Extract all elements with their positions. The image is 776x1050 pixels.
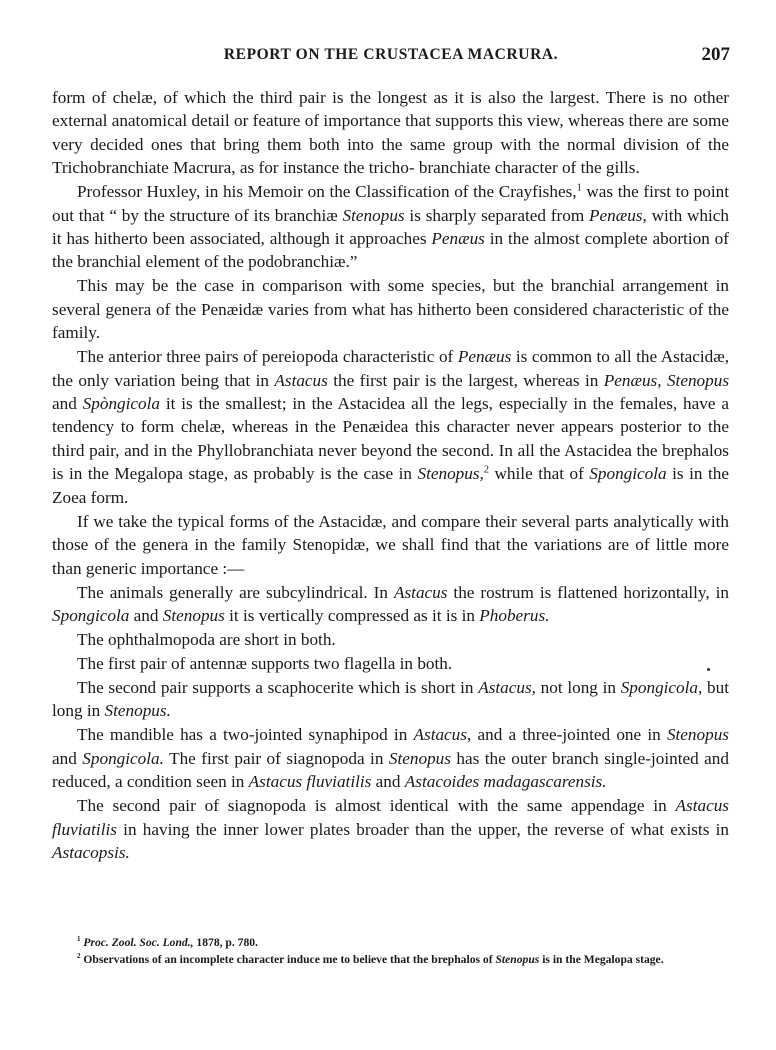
italic-term: Astacus [274,370,328,390]
italic-term: Astacoides madagascarensis. [404,772,607,792]
italic-term: Astacus fluviatilis [52,796,729,839]
text-run: but long in [52,677,729,721]
text-run: Professor Huxley, in his Memoir on the Classification of the Crayfishes, [77,182,577,202]
italic-term: Spongicola, [620,677,703,697]
paragraph [52,723,729,793]
text-run: The anterior three pairs of pereiopoda characteristic of [77,347,458,367]
italic-term: Astacus, [478,677,536,697]
italic-term: Stenopus [162,605,225,625]
italic-term: Spongicola [52,605,130,625]
italic-term: Astacopsis. [52,842,130,862]
paragraph [52,345,729,509]
italic-term: Penæus, [589,205,647,225]
text-run: 1878, p. 780. [193,936,258,949]
italic-term: Stenopus [666,725,729,745]
text-run: with which it has hitherto been associated, although it approaches [52,205,729,249]
text-run: in the almost complete abortion of the branchial element of the podobranchiæ.” [52,229,729,272]
text-run: while that of [489,464,590,484]
italic-term: Stenopus. [104,701,171,721]
italic-term: Astacus fluviatilis [248,772,372,792]
text-run: not long in [535,677,621,697]
page-number: 207 [701,44,730,65]
body-text [52,86,729,865]
text-run: Observations of an incomplete character induce me to believe that the brephalos of [80,953,496,966]
paragraph [52,581,729,628]
text-run: the rostrum is flattened horizontally, in [447,582,729,602]
italic-term: Astacus, [413,725,472,745]
italic-term: Penæus [431,229,485,249]
paragraph [52,180,729,274]
text-run: is in the Zoea form. [52,464,729,507]
text-run: The ophthalmopoda are short in both. [77,629,336,649]
paragraph [52,510,729,580]
italic-term: Stenopus, [417,464,484,484]
text-run: is sharply separated from [404,205,590,225]
footnote-marker: 1 [576,182,582,194]
text-run: The animals generally are subcylindrical. In [77,582,394,602]
text-run: and [371,772,405,792]
footnote-marker: 2 [77,952,81,961]
footnote-marker: 2 [483,464,490,476]
italic-term: Stenopus [388,748,451,768]
text-run: If we take the typical forms of the Astacidæ, and compare their several parts analytically with those of the genera in the family Stenopidæ, we shall find that the variations are of little more than generic importance :— [52,511,729,578]
text-run: it is the smallest; in the Astacidea all the legs, especially in the females, have a tendency to form chelæ, whereas in the Penæidea this character never appears posterior to the third pair, and in the Phyllobranchiata never beyond the second. In all the Astacidea the brephalos is in the Megalopa stage, as probably is the case in [52,394,729,484]
italic-term: Penæus [457,347,512,367]
text-run: is in the Megalopa stage. [539,953,664,966]
text-run: The first pair of siagnopoda in [163,748,389,768]
text-run: and [129,605,163,625]
text-run: it is vertically compressed as it is in [224,605,480,625]
paragraph [52,676,729,723]
text-run: was the first to point out that “ by the structure of its branchiæ [52,182,729,225]
footnote [52,951,732,968]
text-run: has the outer branch single-jointed and reduced, a condition seen in [52,748,729,792]
text-run: The second pair of siagnopoda is almost identical with the same appendage in [77,796,676,816]
text-run: the first pair is the largest, whereas in [327,370,604,390]
footnote-marker: 1 [77,935,81,944]
text-run: This may be the case in comparison with some species, but the branchial arrangement in several genera of the Penæidæ varies from what has hitherto been considered characteristic of the family. [52,276,729,343]
text-run: form of chelæ, of which the third pair is the longest as it is also the largest. There is no other external anatomical detail or feature of importance that supports this view, whereas there are some very decided ones that bring them both into the same group with the normal division of the Trichobranchiate Macrura, as for instance the tricho- branchiate character of the gills. [52,88,729,178]
paragraph [52,274,729,344]
italic-term: Stenopus [495,953,540,966]
footnote [52,934,732,951]
text-run: The mandible has a two-jointed synaphipod in [77,725,414,745]
running-title: REPORT ON THE CRUSTACEA MACRURA. [223,46,559,63]
italic-term: Spòngicola [82,394,161,414]
italic-term: Spongicola. [82,748,164,768]
italic-term: Stenopus [342,205,405,225]
text-run: is common to all the Astacidæ, the only variation being that in [52,347,729,390]
text-run: The first pair of antennæ supports two flagella in both. [77,653,453,673]
italic-term: Phoberus. [479,605,550,625]
italic-term: Astacus [393,582,448,602]
italic-term: Penæus, Stenopus [603,370,730,390]
paragraph [52,628,729,651]
text-run: in having the inner lower plates broader than the upper, the reverse of what exists in [116,819,729,839]
text-run: and [52,748,83,768]
running-header [52,46,730,70]
text-run: The second pair supports a scaphocerite which is short in [77,677,479,697]
text-run: and a three-jointed one in [471,725,667,745]
speck-mark [707,668,710,671]
italic-term: Spongicola [589,464,667,484]
italic-term: Proc. Zool. Soc. Lond., [83,936,194,949]
paragraph [52,86,729,180]
paragraph [52,794,729,864]
paragraph [52,652,729,675]
text-run: and [52,394,83,414]
footnotes [52,934,732,968]
